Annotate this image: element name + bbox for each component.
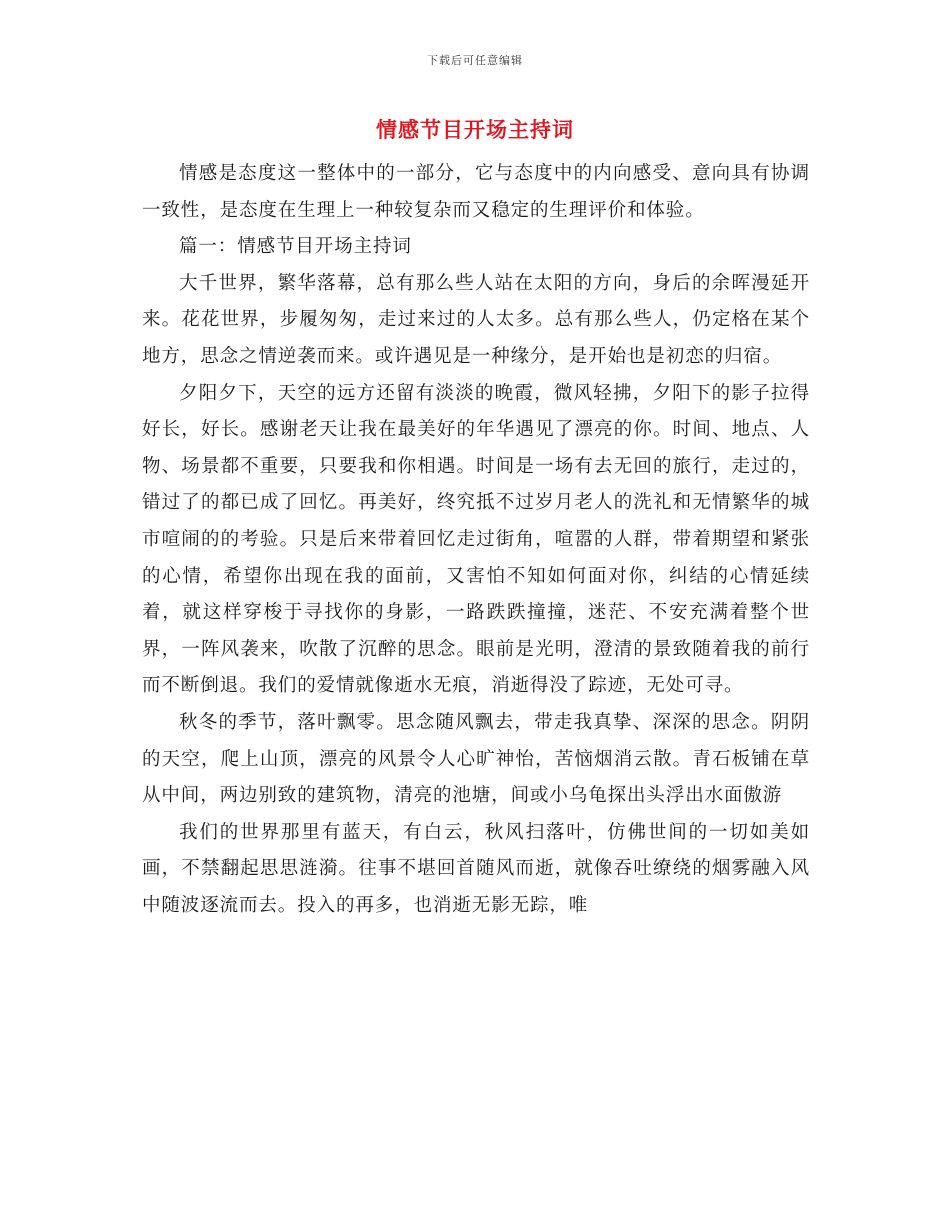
paragraph: 大千世界，繁华落幕，总有那么些人站在太阳的方向，身后的余晖漫延开来。花花世界，步履匆匆，走过来过的人太多。总有那么些人，仍定格在某个地方，思念之情逆袭而来。或许遇见是一种缘分，是开始也是初恋的归宿。 <box>142 272 810 367</box>
section-heading: 篇一：情感节目开场主持词 <box>179 236 412 258</box>
paragraph: 夕阳夕下，天空的远方还留有淡淡的晚霞，微风轻拂，夕阳下的影子拉得好长，好长。感谢老天让我在最美好的年华遇见了漂亮的你。时间、地点、人物、场景都不重要，只要我和你相遇。时间是一场有去无回的旅行，走过的，错过了的都已成了回忆。再美好，终究抵不过岁月老人的洗礼和无情繁华的城市喧闹的的考验。只是后来带着回忆走过街角，喧嚣的人群，带着期望和紧张的心情，希望你出现在我的面前，又害怕不知如何面对你，纠结的心情延续着，就这样穿梭于寻找你的身影，一路跌跌撞撞，迷茫、不安充满着整个世界，一阵风袭来，吹散了沉醉的思念。眼前是光明，澄清的景致随着我的前行而不断倒退。我们的爱情就像逝水无痕，消逝得没了踪迹，无处可寻。 <box>142 382 810 697</box>
page-header: 下载后可任意编辑 <box>427 54 523 67</box>
document-body <box>142 156 810 924</box>
document-title: 情感节目开场主持词 <box>376 117 574 142</box>
paragraph: 秋冬的季节，落叶飘零。思念随风飘去，带走我真挚、深深的思念。阴阴的天空，爬上山顶，漂亮的风景令人心旷神怡，苦恼烟消云散。青石板铺在草从中间，两边别致的建筑物，清亮的池塘，间或小乌龟探出头浮出水面傲游 <box>142 711 810 807</box>
paragraph-intro: 情感是态度这一整体中的一部分，它与态度中的内向感受、意向具有协调一致性，是态度在生理上一种较复杂而又稳定的生理评价和体验。 <box>142 163 810 221</box>
paragraph: 我们的世界那里有蓝天，有白云，秋风扫落叶，仿佛世间的一切如美如画，不禁翻起思思涟漪。往事不堪回首随风而逝，就像吞吐缭绕的烟雾融入风中随波逐流而去。投入的再多，也消逝无影无踪，唯 <box>142 821 810 916</box>
